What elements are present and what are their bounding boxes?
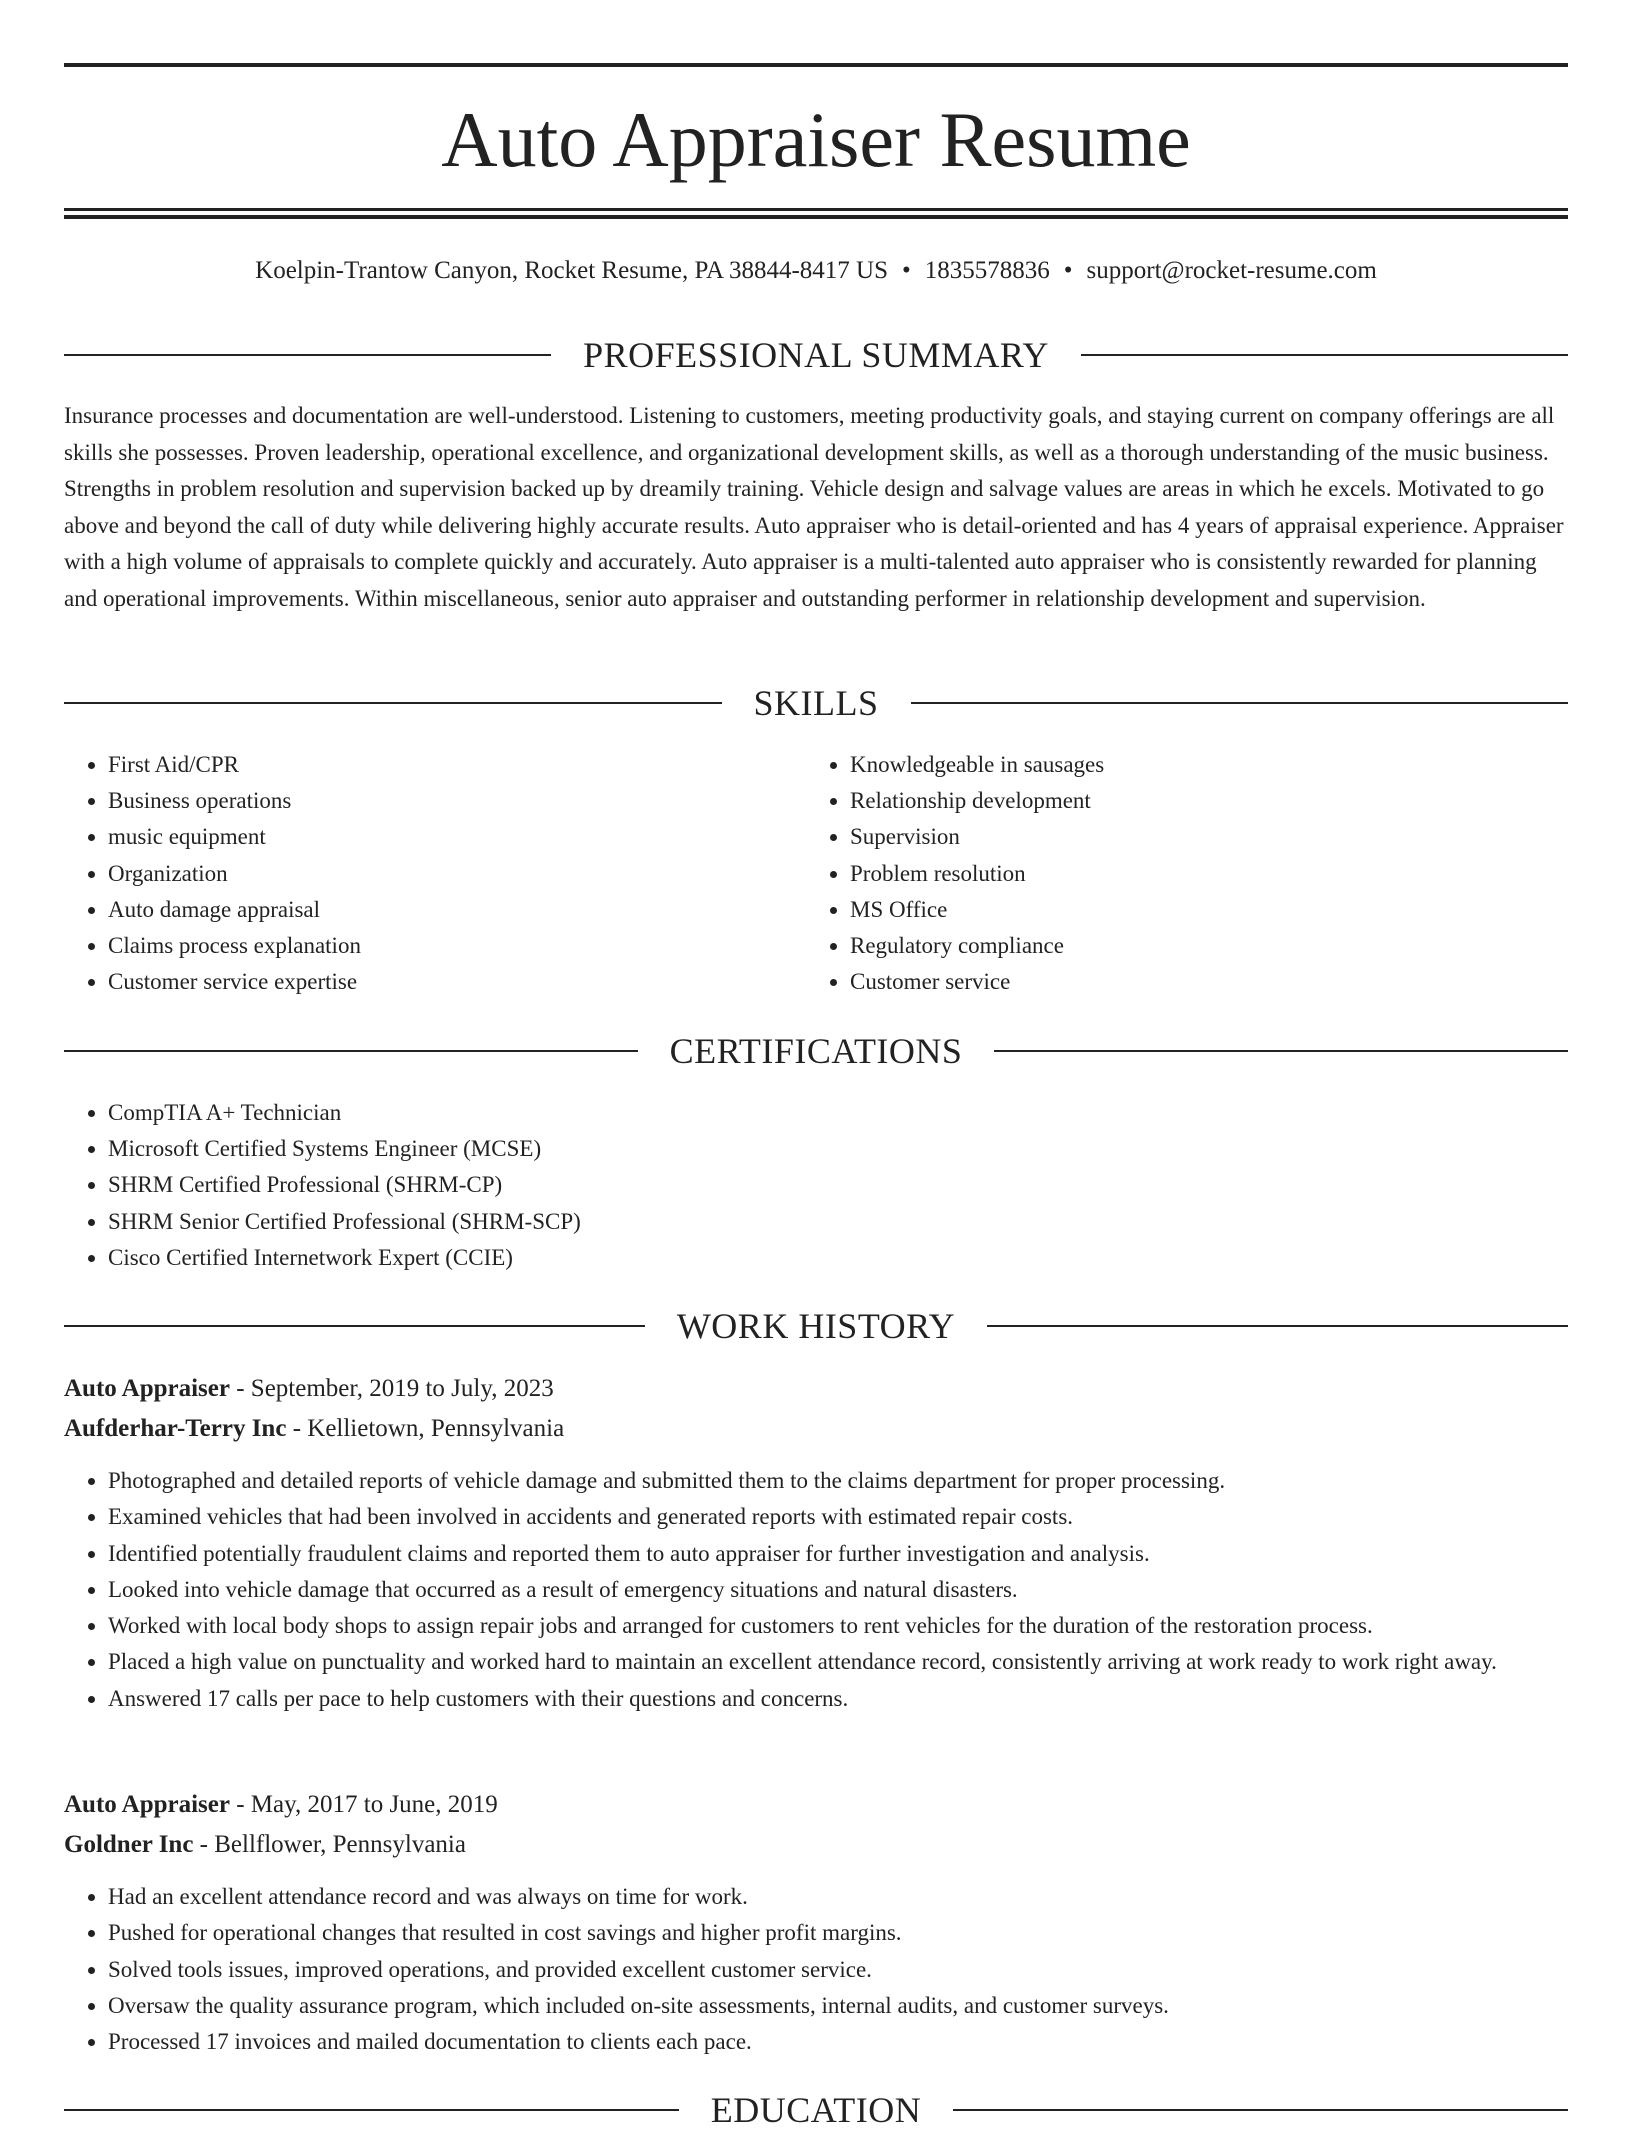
- list-item: • Regulatory compliance: [850, 928, 1506, 964]
- section-heading-certifications: [64, 1029, 1568, 1073]
- divider-line: [994, 1050, 1568, 1052]
- list-item: • Oversaw the quality assurance program, which included on-site assessments, internal audits, and customer surveys.: [108, 1988, 1568, 2024]
- skills-left-column: [64, 747, 764, 1000]
- list-item: • Business operations: [108, 783, 764, 819]
- divider-line: [911, 702, 1569, 704]
- contact-address: Koelpin-Trantow Canyon, Rocket Resume, PA 38844-8417 US: [255, 257, 889, 284]
- summary-text: Insurance processes and documentation are well-understood. Listening to customers, meeting productivity goals, and staying current on company offerings are all skills she possesses. Proven leadership, operational excellence, and organizational development skills, as well as a thorough understanding of the music business. Strengths in problem resolution and supervision backed up by dreamily training. Vehicle design and salvage values are areas in which he excels. Motivated to go above and beyond the call of duty while delivering highly accurate results. Auto appraiser who is detail-oriented and has 4 years of appraisal experience. Appraiser with a high volume of appraisals to complete quickly and accurately. Auto appraiser is a multi-talented auto appraiser who is consistently rewarded for planning and operational improvements. Within miscellaneous, senior auto appraiser and outstanding performer in relationship development and supervision.: [64, 403, 1564, 611]
- duties-list: [64, 1879, 1568, 2060]
- list-item: • Claims process explanation: [108, 928, 764, 964]
- divider-line: [64, 1325, 645, 1327]
- section-heading-skills: [64, 681, 1568, 725]
- skills-right-column: [806, 747, 1506, 1000]
- divider-line: [64, 354, 551, 356]
- contact-separator: •: [902, 257, 911, 284]
- contact-phone: 1835578836: [924, 257, 1050, 284]
- job-company-line: [64, 1409, 564, 1449]
- list-item: • Processed 17 invoices and mailed documentation to clients each pace.: [108, 2024, 1568, 2060]
- contact-email: support@rocket-resume.com: [1086, 257, 1377, 284]
- list-item: • Cisco Certified Internetwork Expert (CCIE): [108, 1240, 1564, 1276]
- divider-line: [1081, 354, 1568, 356]
- list-item: • Had an excellent attendance record and was always on time for work.: [108, 1879, 1568, 1915]
- section-title: CERTIFICATIONS: [669, 1031, 963, 1071]
- job-title-line: [64, 1785, 498, 1825]
- list-item: • Photographed and detailed reports of vehicle damage and submitted them to the claims department for proper processing.: [108, 1463, 1568, 1499]
- section-title: WORK HISTORY: [676, 1306, 956, 1346]
- job-title: Auto Appraiser: [64, 1791, 230, 1818]
- job-title: Auto Appraiser: [64, 1375, 230, 1402]
- contact-separator: •: [1063, 257, 1073, 284]
- job-duties: [64, 1463, 1568, 1717]
- list-item: • Auto damage appraisal: [108, 892, 764, 928]
- list-item: • Relationship development: [850, 783, 1506, 819]
- skills-list-right: [806, 747, 1506, 1000]
- list-item: • Solved tools issues, improved operations, and provided excellent customer service.: [108, 1952, 1568, 1988]
- list-item: • Placed a high value on punctuality and worked hard to maintain an excellent attendance record, consistently arriving at work ready to work right away.: [108, 1644, 1568, 1680]
- section-title: PROFESSIONAL SUMMARY: [583, 335, 1049, 375]
- section-title: EDUCATION: [710, 2090, 922, 2130]
- title-double-rule: [64, 208, 1568, 219]
- divider-line: [987, 1325, 1568, 1327]
- section-heading-education: [64, 2088, 1568, 2132]
- list-item: • Pushed for operational changes that resulted in cost savings and higher profit margins.: [108, 1915, 1568, 1951]
- job-dates: - September, 2019 to July, 2023: [229, 1375, 554, 1402]
- job-location: - Bellflower, Pennsylvania: [193, 1831, 466, 1858]
- job-location: - Kellietown, Pennsylvania: [286, 1415, 565, 1442]
- list-item: • Customer service: [850, 964, 1506, 1000]
- job-title-line: [64, 1369, 554, 1409]
- list-item: • CompTIA A+ Technician: [108, 1095, 1564, 1131]
- job-company: Goldner Inc: [64, 1831, 194, 1858]
- certifications-block: [64, 1095, 1564, 1276]
- list-item: • SHRM Senior Certified Professional (SHRM-SCP): [108, 1204, 1564, 1240]
- divider-line: [953, 2109, 1568, 2111]
- section-title: SKILLS: [753, 683, 879, 723]
- list-item: • Knowledgeable in sausages: [850, 747, 1506, 783]
- list-item: • SHRM Certified Professional (SHRM-CP): [108, 1167, 1564, 1203]
- list-item: • Identified potentially fraudulent claims and reported them to auto appraiser for further investigation and analysis.: [108, 1536, 1568, 1572]
- divider-line: [64, 702, 722, 704]
- list-item: • music equipment: [108, 819, 764, 855]
- top-rule: [64, 63, 1568, 67]
- list-item: • Supervision: [850, 819, 1506, 855]
- duties-list: [64, 1463, 1568, 1717]
- section-heading-work: [64, 1304, 1568, 1348]
- job-dates: - May, 2017 to June, 2019: [229, 1791, 498, 1818]
- section-heading-summary: [64, 333, 1568, 377]
- job-company-line: [64, 1825, 466, 1865]
- contact-line: [64, 254, 1568, 288]
- divider-line: [64, 2109, 679, 2111]
- list-item: • Customer service expertise: [108, 964, 764, 1000]
- divider-line: [64, 1050, 638, 1052]
- list-item: • Answered 17 calls per pace to help customers with their questions and concerns.: [108, 1681, 1568, 1717]
- resume-title: Auto Appraiser Resume: [441, 96, 1191, 183]
- job-company: Aufderhar-Terry Inc: [64, 1415, 287, 1442]
- list-item: • First Aid/CPR: [108, 747, 764, 783]
- list-item: • Worked with local body shops to assign repair jobs and arranged for customers to rent vehicles for the duration of the restoration process.: [108, 1608, 1568, 1644]
- list-item: • Organization: [108, 856, 764, 892]
- list-item: • Looked into vehicle damage that occurred as a result of emergency situations and natural disasters.: [108, 1572, 1568, 1608]
- list-item: • Microsoft Certified Systems Engineer (MCSE): [108, 1131, 1564, 1167]
- certifications-list: [64, 1095, 1564, 1276]
- list-item: • Examined vehicles that had been involved in accidents and generated reports with estimated repair costs.: [108, 1499, 1568, 1535]
- skills-list-left: [64, 747, 764, 1000]
- list-item: • MS Office: [850, 892, 1506, 928]
- job-duties: [64, 1879, 1568, 2060]
- list-item: • Problem resolution: [850, 856, 1506, 892]
